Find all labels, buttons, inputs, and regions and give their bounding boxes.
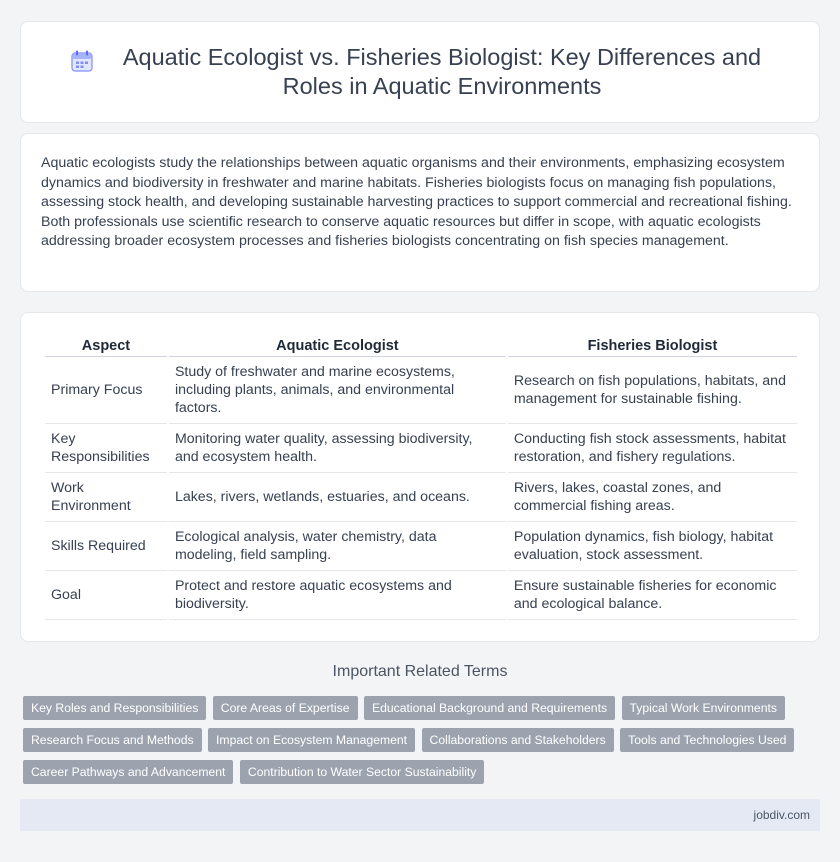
intro-paragraph: Aquatic ecologists study the relationships between aquatic organisms and their environments, emphasizing ecosystem dynamics and biodiversity in freshwater and marine habitats. Fisheries biologists focus on managing fish populations, assessing stock health, and developing sustainable harvesting practices to support commercial and recreational fishing. Both professionals use scientific research to conserve aquatic resources but differ in scope, with aquatic ecologists addressing broader ecosystem processes and fisheries biologists concentrating on fish species management.: [41, 155, 792, 249]
related-term-tag[interactable]: Research Focus and Methods: [23, 728, 202, 752]
related-term-tag[interactable]: Tools and Technologies Used: [620, 728, 794, 752]
footer: [20, 799, 820, 831]
cell-fisheries-biologist: Population dynamics, fish biology, habitat evaluation, stock assessment.: [508, 522, 797, 571]
table-row: [45, 571, 797, 620]
related-term-tag[interactable]: Typical Work Environments: [622, 696, 785, 720]
related-term-tag[interactable]: Impact on Ecosystem Management: [208, 728, 415, 752]
cell-aspect: Key Responsibilities: [45, 424, 167, 473]
table-row: [45, 473, 797, 522]
cell-aquatic-ecologist: Study of freshwater and marine ecosystems, including plants, animals, and environmental factors.: [169, 357, 506, 424]
cell-aspect: Work Environment: [45, 473, 167, 522]
table-row: [45, 424, 797, 473]
related-term-tag[interactable]: Core Areas of Expertise: [213, 696, 358, 720]
title-card: [20, 21, 820, 123]
comparison-card: [20, 312, 820, 642]
intro-card: [20, 133, 820, 292]
cell-aspect: Skills Required: [45, 522, 167, 571]
column-header-fisheries-biologist: Fisheries Biologist: [508, 335, 797, 357]
cell-aquatic-ecologist: Ecological analysis, water chemistry, data modeling, field sampling.: [169, 522, 506, 571]
footer-site-link[interactable]: jobdiv.com: [753, 808, 810, 822]
calendar-icon: [70, 49, 94, 73]
cell-aquatic-ecologist: Protect and restore aquatic ecosystems and biodiversity.: [169, 571, 506, 620]
column-header-aspect: Aspect: [45, 335, 167, 357]
table-header-row: [45, 335, 797, 357]
cell-fisheries-biologist: Research on fish populations, habitats, and management for sustainable fishing.: [508, 357, 797, 424]
cell-fisheries-biologist: Rivers, lakes, coastal zones, and commercial fishing areas.: [508, 473, 797, 522]
table-row: [45, 522, 797, 571]
page-title: Aquatic Ecologist vs. Fisheries Biologist: Key Differences and Roles in Aquatic Environments: [122, 44, 762, 99]
related-term-tag[interactable]: Career Pathways and Advancement: [23, 760, 233, 784]
column-header-aquatic-ecologist: Aquatic Ecologist: [169, 335, 506, 357]
cell-aspect: Primary Focus: [45, 357, 167, 424]
comparison-table: [43, 335, 799, 620]
related-terms-heading: Important Related Terms: [332, 663, 508, 680]
cell-aquatic-ecologist: Lakes, rivers, wetlands, estuaries, and oceans.: [169, 473, 506, 522]
related-term-tag[interactable]: Key Roles and Responsibilities: [23, 696, 206, 720]
related-term-tag[interactable]: Contribution to Water Sector Sustainability: [240, 760, 485, 784]
cell-fisheries-biologist: Ensure sustainable fisheries for economic and ecological balance.: [508, 571, 797, 620]
cell-fisheries-biologist: Conducting fish stock assessments, habitat restoration, and fishery regulations.: [508, 424, 797, 473]
table-row: [45, 357, 797, 424]
related-term-tag[interactable]: Collaborations and Stakeholders: [422, 728, 614, 752]
cell-aquatic-ecologist: Monitoring water quality, assessing biodiversity, and ecosystem health.: [169, 424, 506, 473]
related-terms-list: [23, 696, 823, 792]
related-term-tag[interactable]: Educational Background and Requirements: [364, 696, 615, 720]
cell-aspect: Goal: [45, 571, 167, 620]
